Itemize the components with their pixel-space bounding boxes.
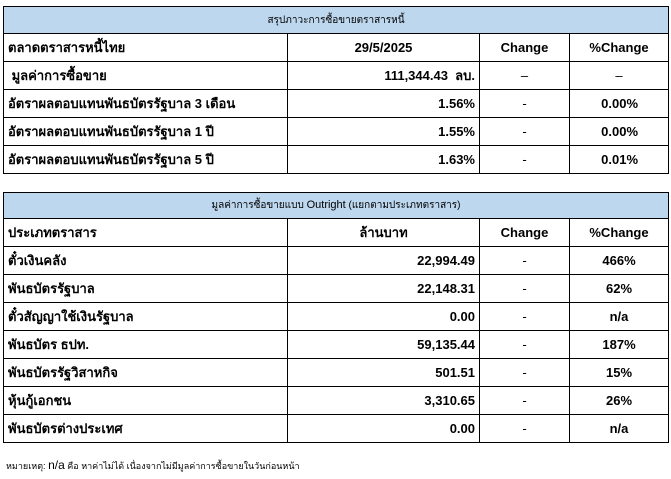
footnote-na: n/a bbox=[48, 458, 65, 472]
table-row bbox=[4, 387, 669, 415]
row-pct: 0.00% bbox=[570, 90, 669, 118]
table-row bbox=[4, 359, 669, 387]
footnote-prefix: หมายเหตุ: bbox=[6, 461, 46, 471]
row-label: อัตราผลตอบแทนพันธบัตรรัฐบาล 5 ปี bbox=[4, 146, 288, 174]
row-value: 3,310.65 bbox=[288, 387, 480, 415]
table-row bbox=[4, 247, 669, 275]
row-pct: – bbox=[570, 62, 669, 90]
row-label: อัตราผลตอบแทนพันธบัตรรัฐบาล 3 เดือน bbox=[4, 90, 288, 118]
row-value: 22,994.49 bbox=[288, 247, 480, 275]
row-change: - bbox=[480, 146, 570, 174]
summary-title: สรุปภาวะการซื้อขายตราสารหนี้ bbox=[4, 7, 669, 34]
row-pct: 15% bbox=[570, 359, 669, 387]
row-label: มูลค่าการซื้อขาย bbox=[4, 62, 288, 90]
row-change: - bbox=[480, 415, 570, 443]
table-row bbox=[4, 118, 669, 146]
row-pct: 26% bbox=[570, 387, 669, 415]
row-pct: n/a bbox=[570, 303, 669, 331]
outright-title bbox=[4, 193, 669, 219]
row-pct: 62% bbox=[570, 275, 669, 303]
row-value: 501.51 bbox=[288, 359, 480, 387]
table-row bbox=[4, 303, 669, 331]
row-pct: 0.00% bbox=[570, 118, 669, 146]
table-row bbox=[4, 275, 669, 303]
row-change: - bbox=[480, 275, 570, 303]
outright-title-suffix: (แยกตามประเภทตราสาร) bbox=[348, 200, 461, 211]
header-type: ประเภทตราสาร bbox=[4, 219, 288, 247]
row-value: 1.55% bbox=[288, 118, 480, 146]
outright-table bbox=[3, 192, 669, 443]
row-pct: n/a bbox=[570, 415, 669, 443]
market-summary-table bbox=[3, 6, 669, 174]
row-label: หุ้นกู้เอกชน bbox=[4, 387, 288, 415]
row-label: ตั๋วสัญญาใช้เงินรัฐบาล bbox=[4, 303, 288, 331]
row-change: – bbox=[480, 62, 570, 90]
table-row bbox=[4, 415, 669, 443]
outright-title-main: Outright bbox=[306, 199, 346, 211]
row-value: 59,135.44 bbox=[288, 331, 480, 359]
header-pct-change: %Change bbox=[570, 34, 669, 62]
row-label: พันธบัตรรัฐบาล bbox=[4, 275, 288, 303]
header-market: ตลาดตราสารหนี้ไทย bbox=[4, 34, 288, 62]
table-row bbox=[4, 90, 669, 118]
row-value: 22,148.31 bbox=[288, 275, 480, 303]
row-label: อัตราผลตอบแทนพันธบัตรรัฐบาล 1 ปี bbox=[4, 118, 288, 146]
row-change: - bbox=[480, 331, 570, 359]
row-value: 1.56% bbox=[288, 90, 480, 118]
row-change: - bbox=[480, 118, 570, 146]
footnote bbox=[6, 458, 300, 473]
header-change: Change bbox=[480, 219, 570, 247]
row-pct: 187% bbox=[570, 331, 669, 359]
table-row bbox=[4, 146, 669, 174]
row-change: - bbox=[480, 90, 570, 118]
row-label: ตั๋วเงินคลัง bbox=[4, 247, 288, 275]
header-change: Change bbox=[480, 34, 570, 62]
header-pct-change: %Change bbox=[570, 219, 669, 247]
row-label: พันธบัตร ธปท. bbox=[4, 331, 288, 359]
row-label: พันธบัตรรัฐวิสาหกิจ bbox=[4, 359, 288, 387]
outright-title-prefix: มูลค่าการซื้อขายแบบ bbox=[211, 200, 304, 211]
row-value: 0.00 bbox=[288, 415, 480, 443]
row-change: - bbox=[480, 303, 570, 331]
row-label: พันธบัตรต่างประเทศ bbox=[4, 415, 288, 443]
row-pct: 0.01% bbox=[570, 146, 669, 174]
row-value: 1.63% bbox=[288, 146, 480, 174]
row-pct: 466% bbox=[570, 247, 669, 275]
row-change: - bbox=[480, 359, 570, 387]
row-value: 111,344.43 ลบ. bbox=[288, 62, 480, 90]
row-value: 0.00 bbox=[288, 303, 480, 331]
footnote-text: คือ หาค่าไม่ได้ เนื่องจากไม่มีมูลค่าการซื้อขายในวันก่อนหน้า bbox=[67, 461, 300, 471]
row-change: - bbox=[480, 247, 570, 275]
table-row bbox=[4, 331, 669, 359]
header-unit: ล้านบาท bbox=[288, 219, 480, 247]
header-date: 29/5/2025 bbox=[288, 34, 480, 62]
table-row bbox=[4, 62, 669, 90]
row-change: - bbox=[480, 387, 570, 415]
